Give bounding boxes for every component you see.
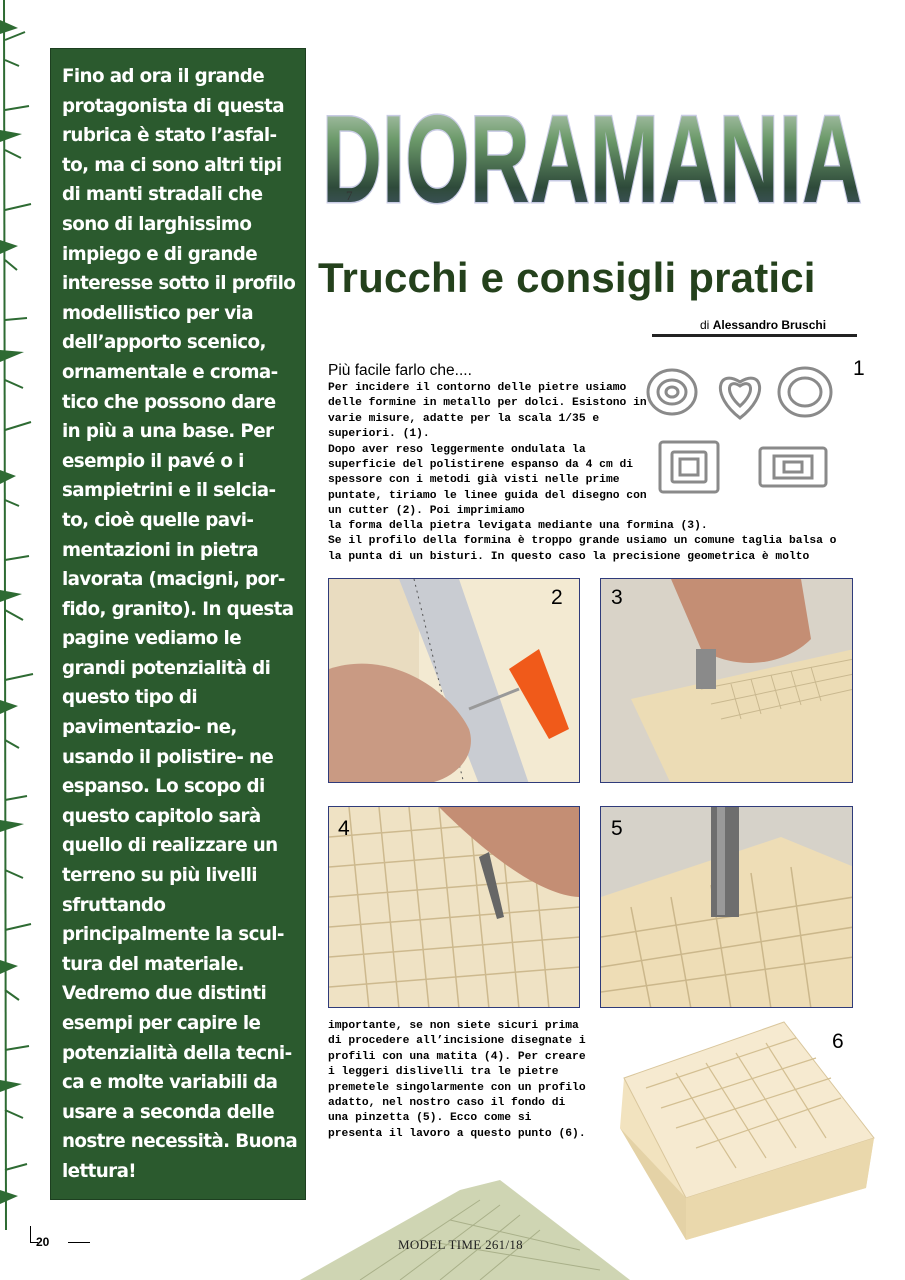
photo-4-number: 4 [338, 817, 350, 840]
photo-5-number: 5 [611, 817, 623, 840]
body-text-top: Per incidere il contorno delle pietre usiamo delle formine in metallo per dolci. Esistono in varie misure, adatte per la scala 1/35 e superiori. (1). Dopo aver reso leggermente ondulata la superficie del polistirene espanso da 4 cm di spessore con i metodi già visti nelle prime puntate, tiriamo le linee guida del disegno con un cutter (2). Poi imprimiamo [328, 382, 647, 518]
bottom-pavement-photo [300, 1180, 640, 1280]
byline-rule [652, 334, 857, 337]
masthead-issue-number: 7 [346, 188, 353, 203]
photo-2-number: 2 [551, 586, 563, 609]
byline-prefix: di [700, 318, 710, 332]
photo-5-tweezers [600, 806, 853, 1008]
footer-rule-vertical [30, 1226, 31, 1242]
fern-border-decoration [0, 0, 46, 1230]
subtitle: Trucchi e consigli pratici [318, 254, 816, 301]
masthead-logo [318, 52, 866, 252]
magazine-name: MODEL TIME 261/18 [398, 1237, 523, 1252]
footer-rule-right [68, 1242, 90, 1243]
masthead-title: DIORAMANIA [322, 91, 862, 229]
photo-6-number: 6 [832, 1030, 844, 1053]
intro-text: Fino ad ora il grande protagonista di questa rubrica è stato l’asfal- to, ma ci sono altri tipi di manti stradali che sono di larghissimo impiego e di grande interesse sotto il profilo modellistico per via dell’apporto scenico, ornamentale e croma- tico che possono dare in più a una base. Per esempio il pavé o i sampietrini e il selcia- to, cioè quelle pavi- mentazioni in pietra lavorata (macigni, por- fido, granito). In questa pagine vediamo le grandi potenzialità di questo tipo di pavimentazio- ne, usando il polistire- ne espanso. Lo scopo di questo capitolo sarà quello di realizzare un terreno su più livelli sfruttando principalmente la scul- tura del materiale. Vedremo due distinti esempi per capire le potenzialità della tecni- ca e molte variabili da usare a seconda delle nostre necessità. Buona lettura! [62, 66, 298, 1182]
photo-4-pencil [328, 806, 580, 1008]
byline-author: Alessandro Bruschi [712, 318, 827, 332]
body-text-bottom: importante, se non siete sicuri prima di procedere all’incisione disegnate i profili con una matita (4). Per creare i leggeri dislivelli tra le pietre premetele singolarmente con un profilo adatto, nel nostro caso il fondo di una pinzetta (5). Ecco come si presenta il lavoro a questo punto (6). [328, 1020, 593, 1140]
photo-3-number: 3 [611, 586, 623, 609]
section-title: Più facile farlo che.... [328, 362, 472, 379]
page-number: 20 [36, 1235, 50, 1249]
photo-1-number: 1 [853, 357, 865, 380]
byline [700, 318, 826, 332]
photo-1-cookie-cutters [640, 360, 840, 500]
body-text-wide: la forma della pietra levigata mediante una formina (3). Se il profilo della formina è troppo grande usiamo un comune taglia balsa o la punta di un bisturi. In questo caso la precisione geometrica è molto [328, 520, 837, 563]
photo-3-cutter-impress [600, 578, 853, 783]
photo-2-cutter [328, 578, 580, 783]
